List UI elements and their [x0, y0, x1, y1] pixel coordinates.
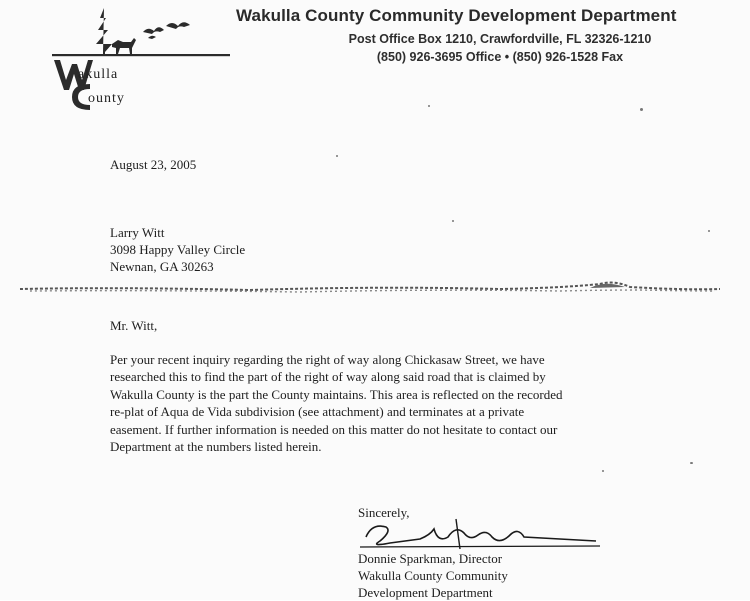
body-line: easement. If further information is needed on this matter do not hesitate to contact our — [110, 421, 558, 437]
signer-organization-line-2: Development Department — [358, 585, 493, 600]
recipient-street: 3098 Happy Valley Circle — [110, 242, 246, 257]
body-line: Department at the numbers listed herein. — [110, 439, 322, 455]
body-line: researched this to find the part of the right of way along said road that is claimed by — [110, 369, 546, 385]
scan-speck — [640, 108, 643, 111]
wakulla-county-seal-icon — [48, 4, 238, 116]
letterhead-address: Post Office Box 1210, Crawfordville, FL 32326-1210 — [348, 32, 652, 46]
salutation: Mr. Witt, — [110, 318, 158, 333]
body-line: Wakulla County is the part the County maintains. This area is reflected on the recorded — [110, 386, 563, 402]
body-line: re-plat of Aqua de Vida subdivision (see attachment) and terminates at a private — [110, 404, 525, 420]
scan-speck — [428, 105, 430, 107]
scan-fold-line — [0, 278, 750, 300]
recipient-city: Newnan, GA 30263 — [110, 259, 214, 274]
letter-body — [110, 351, 640, 455]
recipient-name: Larry Witt — [110, 225, 165, 240]
signer-organization-line-1: Wakulla County Community — [358, 568, 508, 583]
letter-date: August 23, 2005 — [110, 157, 197, 172]
logo-word-bottom: ounty — [88, 91, 125, 106]
handwritten-signature — [360, 515, 610, 555]
scan-speck — [708, 230, 710, 232]
signer-name: Donnie Sparkman, Director — [358, 551, 503, 566]
county-logo — [48, 4, 238, 116]
closing: Sincerely, — [358, 505, 410, 520]
scan-speck — [452, 220, 454, 222]
scan-speck — [602, 470, 604, 472]
recipient-address — [110, 224, 245, 275]
letterhead-phone: (850) 926-3695 Office • (850) 926-1528 Fax — [376, 50, 624, 64]
logo-word-top: akulla — [78, 67, 119, 82]
letterhead-title: Wakulla County Community Development Department — [236, 6, 677, 25]
body-line: Per your recent inquiry regarding the right of way along Chickasaw Street, we have — [110, 352, 545, 367]
scan-speck — [690, 462, 693, 464]
scan-speck — [336, 155, 338, 157]
